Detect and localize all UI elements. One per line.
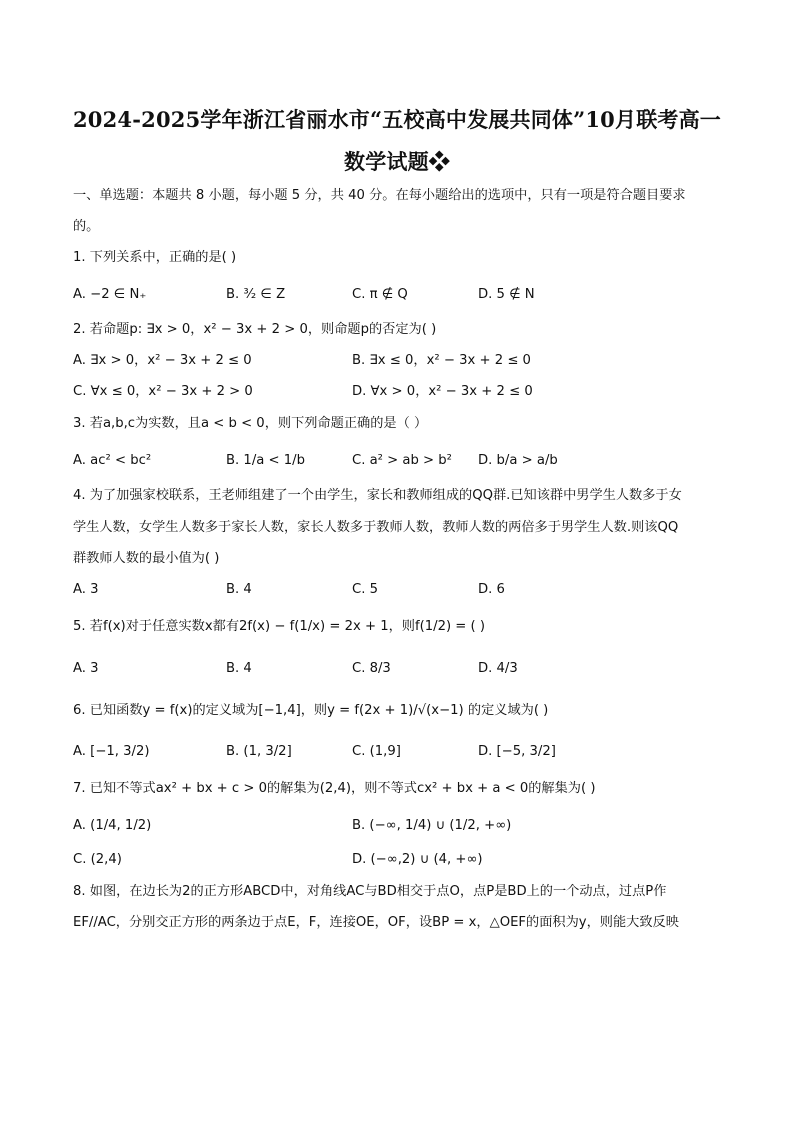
question-2-option-c: C. ∀x ≤ 0，x² − 3x + 2 > 0	[73, 384, 253, 399]
question-5-option-c: C. 8/3	[352, 661, 391, 676]
question-4-stem-line3: 群教师人数的最小值为( )	[73, 551, 220, 566]
question-6-option-b: B. (1, 3/2]	[226, 744, 292, 759]
question-1-option-a: A. −2 ∈ N₊	[73, 287, 147, 302]
question-5-stem: 5. 若f(x)对于任意实数x都有2f(x) − f(1/x) = 2x + 1，则f(1/2) = ( )	[73, 619, 486, 634]
exam-title-line2: 数学试题❖	[344, 149, 450, 174]
question-6-stem: 6. 已知函数y = f(x)的定义域为[−1,4]，则y = f(2x + 1)/√(x−1) 的定义域为( )	[73, 703, 549, 718]
question-4-option-b: B. 4	[226, 582, 252, 597]
question-4-option-c: C. 5	[352, 582, 378, 597]
question-7-option-c: C. (2,4)	[73, 852, 122, 867]
section-instructions-line1: 一、单选题：本题共 8 小题，每小题 5 分，共 40 分。在每小题给出的选项中，只有一项是符合题目要求	[73, 188, 686, 203]
question-1-option-c: C. π ∉ Q	[352, 287, 408, 302]
question-2-option-b: B. ∃x ≤ 0，x² − 3x + 2 ≤ 0	[352, 353, 531, 368]
question-2-stem: 2. 若命题p: ∃x > 0，x² − 3x + 2 > 0，则命题p的否定为( )	[73, 322, 437, 337]
question-7-option-d: D. (−∞,2) ∪ (4, +∞)	[352, 852, 483, 867]
question-4-stem-line1: 4. 为了加强家校联系，王老师组建了一个由学生，家长和教师组成的QQ群.已知该群中男学生人数多于女	[73, 488, 682, 503]
question-6-option-c: C. (1,9]	[352, 744, 401, 759]
question-7-stem: 7. 已知不等式ax² + bx + c > 0的解集为(2,4)，则不等式cx² + bx + a < 0的解集为( )	[73, 781, 596, 796]
section-instructions-line2: 的。	[73, 219, 100, 234]
question-5-option-d: D. 4/3	[478, 661, 518, 676]
question-4-stem-line2: 学生人数，女学生人数多于家长人数，家长人数多于教师人数，教师人数的两倍多于男学生人数.则该QQ	[73, 520, 679, 535]
question-2-option-d: D. ∀x > 0，x² − 3x + 2 ≤ 0	[352, 384, 533, 399]
question-7-option-a: A. (1/4, 1/2)	[73, 818, 152, 833]
question-3-option-d: D. b/a > a/b	[478, 453, 558, 468]
question-3-option-a: A. ac² < bc²	[73, 453, 152, 468]
question-5-option-a: A. 3	[73, 661, 99, 676]
question-4-option-d: D. 6	[478, 582, 505, 597]
question-1-stem: 1. 下列关系中，正确的是( )	[73, 250, 237, 265]
question-8-stem-line2: EF//AC，分别交正方形的两条边于点E，F，连接OE，OF，设BP = x，△OEF的面积为y，则能大致反映	[73, 915, 679, 930]
question-1-option-b: B. ³⁄₂ ∈ Z	[226, 287, 286, 302]
question-8-stem-line1: 8. 如图，在边长为2的正方形ABCD中，对角线AC与BD相交于点O，点P是BD上的一个动点，过点P作	[73, 884, 667, 899]
question-7-option-b: B. (−∞, 1/4) ∪ (1/2, +∞)	[352, 818, 512, 833]
question-3-stem: 3. 若a,b,c为实数，且a < b < 0，则下列命题正确的是（ ）	[73, 416, 428, 431]
question-2-option-a: A. ∃x > 0，x² − 3x + 2 ≤ 0	[73, 353, 252, 368]
question-3-option-b: B. 1/a < 1/b	[226, 453, 305, 468]
question-4-option-a: A. 3	[73, 582, 99, 597]
question-1-option-d: D. 5 ∉ N	[478, 287, 535, 302]
question-3-option-c: C. a² > ab > b²	[352, 453, 452, 468]
question-6-option-a: A. [−1, 3/2)	[73, 744, 150, 759]
exam-title-line1: 2024-2025学年浙江省丽水市“五校高中发展共同体”10月联考高一	[73, 107, 721, 132]
question-5-option-b: B. 4	[226, 661, 252, 676]
question-6-option-d: D. [−5, 3/2]	[478, 744, 556, 759]
